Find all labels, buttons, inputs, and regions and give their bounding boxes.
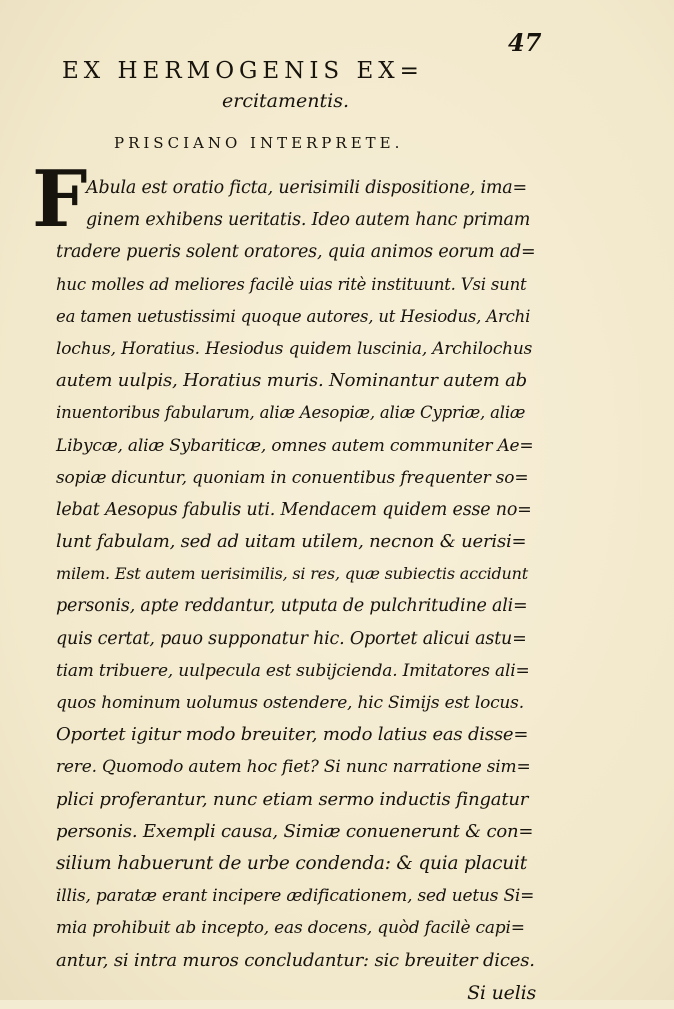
text-line: huc molles ad meliores facilè uias ritè instituunt. Vsi sunt	[56, 274, 527, 294]
drop-cap: F	[32, 154, 88, 245]
text-line: antur, si intra muros concludantur: sic breuiter dices.	[56, 949, 535, 971]
translator-line: PRISCIANO INTERPRETE.	[114, 134, 404, 152]
text-line: lochus, Horatius. Hesiodus quidem luscinia, Archilochus	[56, 338, 533, 359]
text-line: lunt fabulam, sed ad uitam utilem, necnon & uerisi=	[56, 531, 527, 553]
page-number: 47	[508, 28, 542, 57]
text-line: quos hominum uolumus ostendere, hic Simijs est locus.	[56, 693, 524, 713]
title-line-1: EX HERMOGENIS EX=	[62, 58, 424, 84]
text-line: Libycæ, aliæ Sybariticæ, omnes autem communiter Ae=	[56, 435, 534, 456]
text-line: Abula est oratio ficta, uerisimili dispositione, ima=	[86, 178, 527, 198]
text-line: milem. Est autem uerisimilis, si res, quæ subiectis accidunt	[56, 564, 528, 584]
text-line: tradere pueris solent oratores, quia animos eorum ad=	[56, 242, 536, 263]
text-line: ginem exhibens ueritatis. Ideo autem hanc primam	[86, 210, 531, 231]
catchword: Si uelis	[467, 981, 536, 1004]
text-line: mia prohibuit ab incepto, eas docens, quòd facilè capi=	[56, 918, 525, 939]
text-line: illis, paratæ erant incipere ædificationem, sed uetus Si=	[56, 886, 535, 907]
text-line: lebat Aesopus fabulis uti. Mendacem quidem esse no=	[56, 499, 532, 520]
text-line: personis, apte reddantur, utputa de pulchritudine ali=	[56, 596, 528, 617]
body-text	[56, 172, 536, 1009]
text-line: rere. Quomodo autem hoc fiet? Si nunc narratione sim=	[56, 757, 531, 778]
text-line: ea tamen uetustissimi quoque autores, ut Hesiodus, Archi	[56, 306, 531, 326]
text-line: autem uulpis, Horatius muris. Nominantur autem ab	[56, 370, 527, 392]
text-line: plici proferantur, nunc etiam sermo inductis fingatur	[56, 788, 529, 810]
title-line-2: ercitamentis.	[222, 90, 350, 112]
text-line: sopiæ dicuntur, quoniam in conuentibus frequenter so=	[56, 467, 529, 488]
text-line: Oportet igitur modo breuiter, modo latius eas disse=	[56, 724, 529, 746]
text-line: inuentoribus fabularum, aliæ Aesopiæ, aliæ Cypriæ, aliæ	[56, 403, 526, 423]
text-line: personis. Exempli causa, Simiæ conuenerunt & con=	[56, 820, 534, 842]
text-line: silium habuerunt de urbe condenda: & quia placuit	[56, 852, 527, 874]
text-line: tiam tribuere, uulpecula est subijcienda. Imitatores ali=	[56, 660, 530, 681]
text-line: quis certat, pauo supponatur hic. Oportet alicui astu=	[56, 628, 527, 649]
